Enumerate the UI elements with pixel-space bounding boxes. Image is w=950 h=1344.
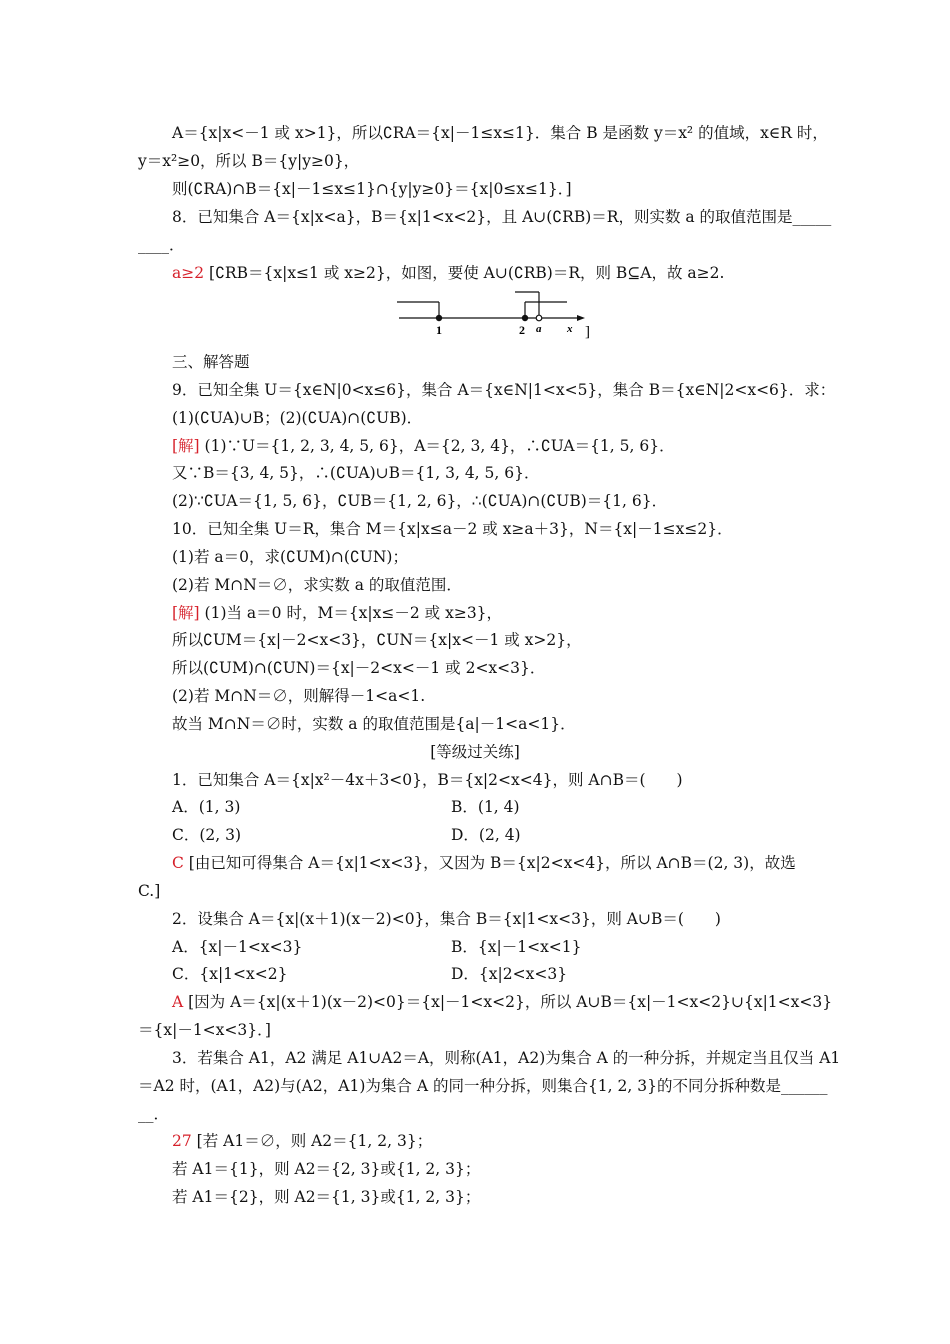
question-9: 9．已知全集 U＝{x∈N|0<x≤6}，集合 A＝{x∈N|1<x<5}，集合 B＝{x∈N|2<x<6}．求： [172, 381, 836, 399]
answer-line [172, 853, 796, 873]
text-line: ＝{x|－1<x<3}．] [138, 1021, 271, 1039]
option-d: D．{x|2<x<3} [451, 965, 568, 983]
answer-text: [∁RB＝{x|x≤1 或 x≥2}，如图，要使 A∪(∁RB)＝R，则 B⊆A，故 a≥2. [204, 264, 725, 282]
text-line: y＝x²≥0，所以 B＝{y|y≥0}， [138, 152, 360, 170]
question-10: 10．已知全集 U＝R，集合 M＝{x|x≤a－2 或 x≥a＋3}，N＝{x|－1≤x≤2}． [172, 520, 733, 538]
text-line: (1)(∁UA)∪B；(2)(∁UA)∩(∁UB)． [172, 409, 423, 427]
question-1: 1．已知集合 A＝{x|x²－4x＋3<0}，B＝{x|2<x<4}，则 A∩B＝( ) [172, 771, 683, 789]
option-d: D．(2, 4) [451, 826, 521, 844]
answer-text: [由已知可得集合 A＝{x|1<x<3}，又因为 B＝{x|2<x<4}，所以 A∩B＝(2, 3)，故选 [183, 854, 796, 872]
axis-arrow [577, 315, 585, 321]
question-2: 2．设集合 A＝{x|(x＋1)(x－2)<0}，集合 B＝{x|1<x<3}，则 A∪B＝( ) [172, 910, 721, 928]
answer-text: [若 A1＝∅，则 A2＝{1, 2, 3}； [191, 1132, 433, 1150]
option-c: C．(2, 3) [172, 826, 242, 844]
label-1: 1 [436, 323, 442, 337]
label-a: a [536, 323, 542, 335]
answer-mark: A [172, 993, 184, 1011]
point-a [536, 315, 542, 321]
answer-mark: C [172, 854, 184, 872]
answer-mark: [解] [172, 604, 200, 622]
closing-bracket: ] [585, 324, 590, 340]
text-line: (1)若 a＝0，求(∁UM)∩(∁UN)； [172, 548, 408, 566]
answer-mark: a≥2 [172, 264, 205, 282]
text-line: 则(∁RA)∩B＝{x|－1≤x≤1}∩{y|y≥0}＝{x|0≤x≤1}．] [172, 180, 572, 198]
question-8: 8．已知集合 A＝{x|x<a}，B＝{x|1<x<2}，且 A∪(∁RB)＝R，则实数 a 的取值范围是_____ [172, 208, 832, 226]
section-heading-levels: [等级过关练] [430, 743, 520, 761]
text-line: 所以(∁UM)∩(∁UN)＝{x|－2<x<－1 或 2<x<3}． [172, 659, 546, 677]
option-b: B．(1, 4) [451, 798, 520, 816]
answer-line [172, 436, 675, 456]
question-3: 3．若集合 A1，A2 满足 A1∪A2＝A，则称(A1，A2)为集合 A 的一种分拆，并规定当且仅当 A1 [172, 1049, 841, 1067]
answer-line [172, 1131, 432, 1151]
option-c: C．{x|1<x<2} [172, 965, 288, 983]
text-line: ____． [138, 236, 185, 254]
point-1 [436, 315, 442, 321]
text-line: 若 A1＝{2}，则 A2＝{1, 3}或{1, 2, 3}； [172, 1188, 481, 1206]
text-line: 所以∁UM＝{x|－2<x<3}，∁UN＝{x|x<－1 或 x>2}， [172, 631, 582, 649]
answer-text: [因为 A＝{x|(x＋1)(x－2)<0}＝{x|－1<x<2}，所以 A∪B＝{x|－1<x<2}∪{x|1<x<3} [183, 993, 833, 1011]
text-line: (2)若 M∩N＝∅，则解得－1<a<1. [172, 687, 426, 705]
text-line: 故当 M∩N＝∅时，实数 a 的取值范围是{a|－1<a<1}． [172, 715, 576, 733]
text-line: ＝A2 时，(A1，A2)与(A2，A1)为集合 A 的同一种分拆，则集合{1, 2, 3}的不同分拆种数是______ [138, 1077, 828, 1095]
answer-line [172, 992, 832, 1012]
answer-mark: [解] [172, 437, 200, 455]
text-line: __． [138, 1105, 170, 1123]
number-line-figure [395, 290, 595, 340]
label-2: 2 [519, 323, 525, 337]
option-b: B．{x|－1<x<1} [451, 938, 582, 956]
text-line: (2)若 M∩N＝∅，求实数 a 的取值范围． [172, 576, 462, 594]
text-line: C.] [138, 882, 161, 900]
answer-line [172, 603, 502, 623]
number-line-svg [395, 290, 595, 340]
text-line: 若 A1＝{1}，则 A2＝{2, 3}或{1, 2, 3}； [172, 1160, 481, 1178]
text-line: 又∵B＝{3, 4, 5}，∴(∁UA)∪B＝{1, 3, 4, 5, 6}． [172, 464, 540, 482]
answer-line [172, 263, 724, 283]
text-line: A＝{x|x<－1 或 x>1}，所以∁RA＝{x|－1≤x≤1}．集合 B 是函数 y＝x² 的值域，x∈R 时， [172, 124, 828, 142]
option-a: A．(1, 3) [172, 798, 241, 816]
answer-text: (1)当 a＝0 时，M＝{x|x≤－2 或 x≥3}， [199, 604, 503, 622]
label-x: x [567, 323, 573, 335]
option-a: A．{x|－1<x<3} [172, 938, 303, 956]
section-heading: 三、解答题 [172, 353, 250, 371]
point-2 [522, 315, 528, 321]
answer-text: (1)∵U＝{1, 2, 3, 4, 5, 6}，A＝{2, 3, 4}，∴∁UA＝{1, 5, 6}． [199, 437, 675, 455]
answer-mark: 27 [172, 1132, 192, 1150]
text-line: (2)∵∁UA＝{1, 5, 6}，∁UB＝{1, 2, 6}，∴(∁UA)∩(∁UB)＝{1, 6}． [172, 492, 668, 510]
